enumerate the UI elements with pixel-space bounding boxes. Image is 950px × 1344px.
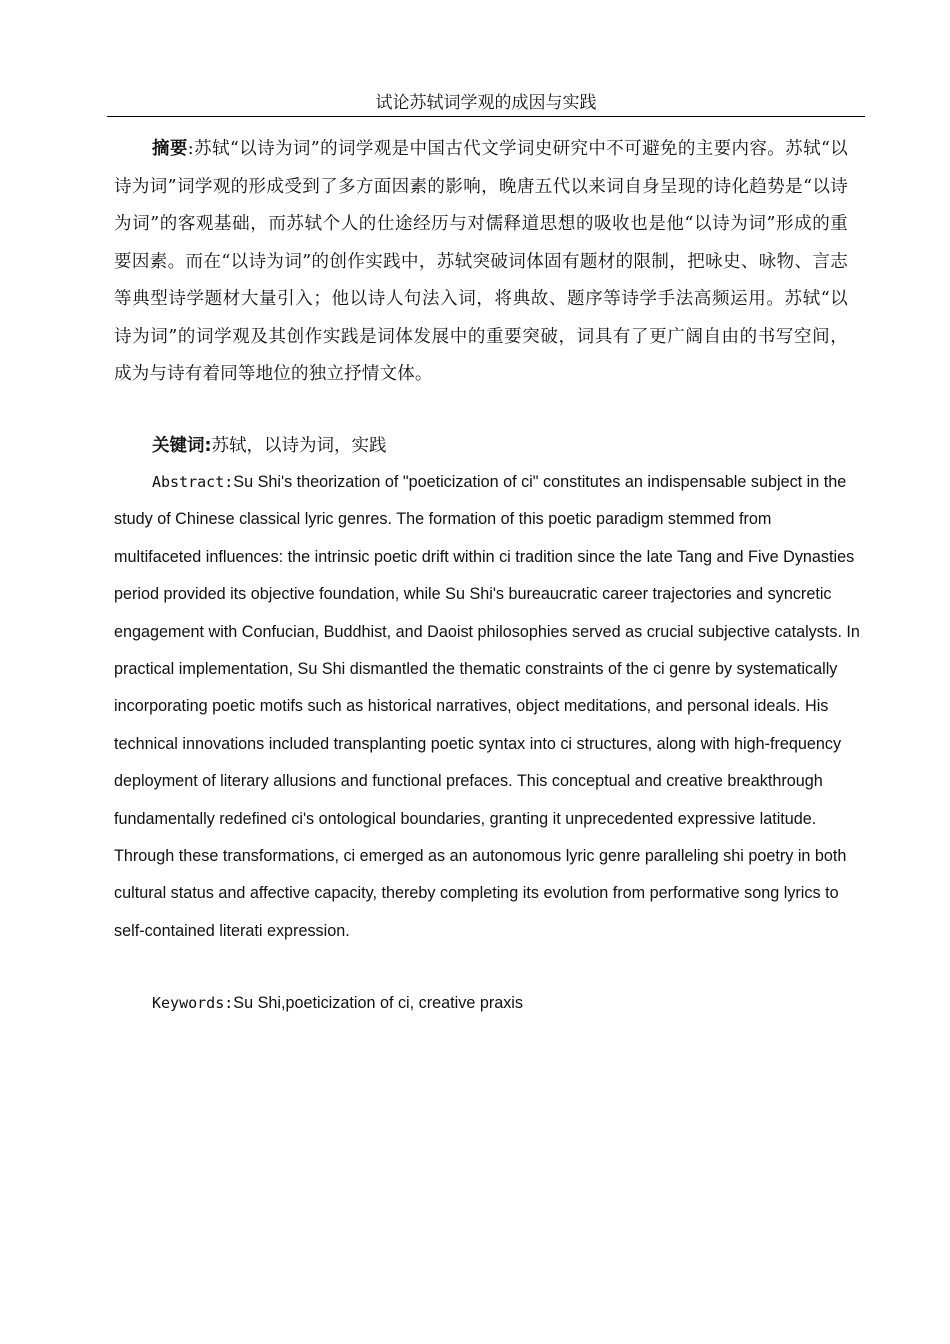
chinese-abstract-separator: :	[187, 139, 194, 159]
chinese-keywords-text: 苏轼，以诗为词，实践	[211, 436, 387, 456]
chinese-keywords-separator: :	[204, 436, 212, 456]
english-keywords	[152, 985, 523, 1022]
chinese-keywords-label: 关键词	[152, 436, 205, 456]
english-abstract-text: Su Shi's theorization of "poeticization of ci" constitutes an indispensable subject in the study of Chinese classical lyric genres. The formation of this poetic paradigm stemmed from multifaceted influences: the intrinsic poetic drift within ci tradition since the late Tang and Five Dynasties period provided its objective foundation, while Su Shi's bureaucratic career trajectories and syncretic engagement with Confucian, Buddhist, and Daoist philosophies served as crucial subjective catalysts. In practical implementation, Su Shi dismantled the thematic constraints of the ci genre by systematically incorporating poetic motifs such as historical narratives, object meditations, and personal ideals. His technical innovations included transplanting poetic syntax into ci structures, along with high-frequency deployment of literary allusions and functional prefaces. This conceptual and creative breakthrough fundamentally redefined ci's ontological boundaries, granting it unprecedented expressive latitude. Through these transformations, ci emerged as an autonomous lyric genre paralleling shi poetry in both cultural status and affective capacity, thereby completing its evolution from performative song lyrics to self-contained literati expression.	[114, 473, 860, 940]
english-keywords-text: Su Shi,poeticization of ci, creative praxis	[233, 994, 523, 1012]
english-keywords-label: Keywords	[152, 994, 225, 1012]
chinese-abstract-label: 摘要	[152, 139, 188, 159]
running-header	[107, 90, 865, 117]
english-abstract-separator: :	[224, 473, 234, 491]
english-abstract-label: Abstract	[152, 473, 225, 491]
english-abstract-paragraph	[114, 464, 862, 950]
paper-title: 试论苏轼词学观的成因与实践	[375, 93, 597, 113]
chinese-abstract-text: 苏轼“以诗为词”的词学观是中国古代文学词史研究中不可避免的主要内容。苏轼“以诗为词”词学观的形成受到了多方面因素的影响，晚唐五代以来词自身呈现的诗化趋势是“以诗为词”的客观基础，而苏轼个人的仕途经历与对儒释道思想的吸收也是他“以诗为词”形成的重要因素。而在“以诗为词”的创作实践中，苏轼突破词体固有题材的限制，把咏史、咏物、言志等典型诗学题材大量引入；他以诗人句法入词，将典故、题序等诗学手法高频运用。苏轼“以诗为词”的词学观及其创作实践是词体发展中的重要突破，词具有了更广阔自由的书写空间，成为与诗有着同等地位的独立抒情文体。	[114, 139, 848, 384]
english-abstract	[114, 464, 862, 950]
chinese-abstract-paragraph	[114, 131, 848, 394]
english-keywords-separator: :	[224, 994, 234, 1012]
chinese-abstract	[114, 131, 848, 394]
chinese-keywords	[152, 428, 387, 466]
